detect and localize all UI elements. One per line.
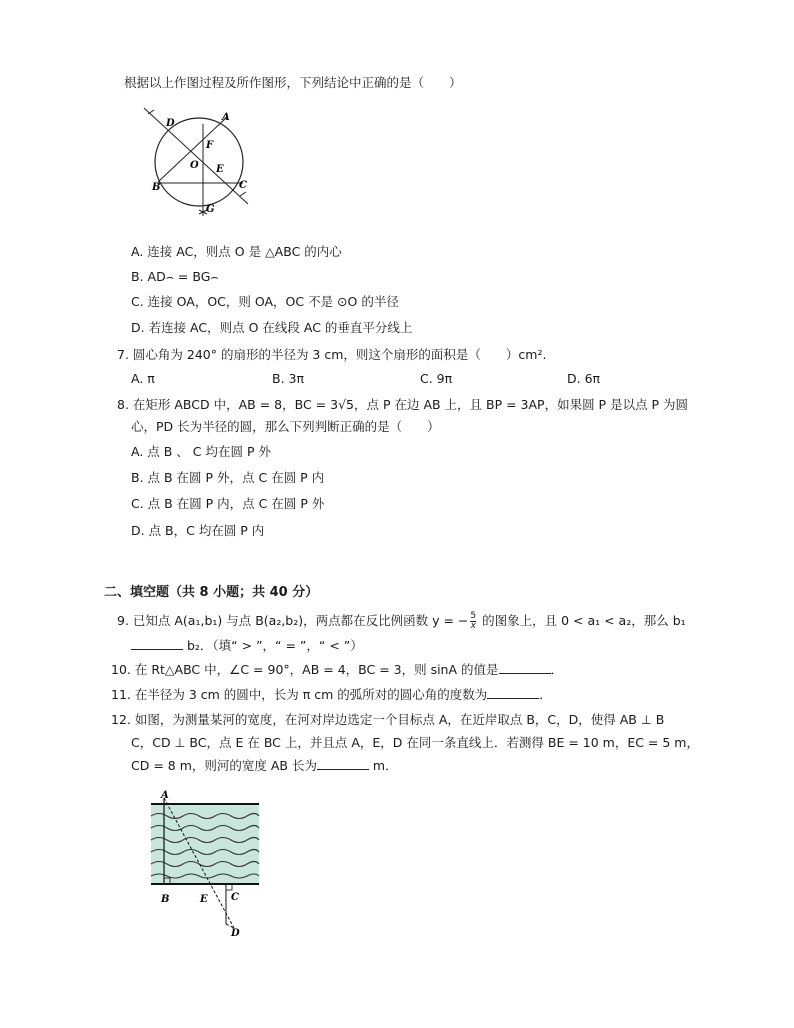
q10-end: ． — [550, 662, 564, 677]
q9-line1-a: 9. 已知点 A(a₁,b₁) 与点 B(a₂,b₂)，两点都在反比例函数 y = − — [117, 613, 469, 628]
q8-option-b: B. 点 B 在圆 P 外，点 C 在圆 P 内 — [131, 470, 325, 485]
q7-stem: 7. 圆心角为 240° 的扇形的半径为 3 cm，则这个扇形的面积是（ ）cm². — [117, 347, 547, 362]
q12-river-figure — [142, 790, 272, 940]
q11-text: 11. 在半径为 3 cm 的圆中，长为 π cm 的弧所对的圆心角的度数为 — [111, 687, 488, 702]
q8-option-d: D. 点 B，C 均在圆 P 内 — [131, 523, 265, 538]
q6-option-d: D. 若连接 AC，则点 O 在线段 AC 的垂直平分线上 — [131, 320, 413, 335]
q7-option-d: D. 6π — [567, 371, 601, 386]
q9-line1-b: 的图象上，且 0 < a₁ < a₂，那么 b₁ — [478, 613, 686, 628]
q6-label-O: O — [190, 160, 199, 171]
q9-frac-num: 5 — [470, 611, 477, 621]
q6-circle-figure — [140, 104, 260, 224]
q11-line — [111, 686, 552, 704]
q11-end: ． — [539, 687, 552, 702]
q12-label-A: A — [161, 790, 169, 801]
q12-line3-b: m． — [368, 758, 398, 773]
q8-option-a: A. 点 B 、 C 均在圆 P 外 — [131, 444, 271, 459]
q12-label-D: D — [231, 928, 240, 939]
q6-label-C: C — [239, 180, 247, 191]
q12-answer-blank[interactable] — [317, 757, 369, 770]
q7-option-a: A. π — [131, 371, 155, 386]
q6-option-a: A. 连接 AC，则点 O 是 △ABC 的内心 — [131, 244, 342, 259]
q10-line — [111, 661, 563, 679]
q9-line2-text: b₂．（填“ > ”，“ = ”，“ < ”） — [183, 638, 363, 653]
q12-line2: C，CD ⊥ BC，点 E 在 BC 上，并且点 A，E，D 在同一条直线上．若测得 BE = 10 m，EC = 5 m， — [131, 735, 699, 750]
q12-line3 — [131, 757, 398, 775]
q9-frac-den: x — [470, 621, 476, 631]
q9-line2 — [131, 637, 363, 655]
q6-label-E: E — [216, 164, 224, 175]
q6-label-A: A — [222, 112, 230, 123]
q12-line1: 12. 如图，为测量某河的宽度，在河对岸边选定一个目标点 A，在近岸取点 B，C，D，使得 AB ⊥ B — [111, 712, 665, 727]
q7-option-c: C. 9π — [420, 371, 453, 386]
q6-option-b: B. AD⌢ = BG⌢ — [131, 269, 219, 284]
q6-label-D: D — [166, 118, 175, 129]
q12-label-C: C — [231, 892, 239, 903]
q10-answer-blank[interactable] — [499, 661, 551, 674]
q12-label-E: E — [200, 894, 208, 905]
q6-stem: 根据以上作图过程及所作图形，下列结论中正确的是（ ） — [124, 75, 462, 90]
q6-label-G: G — [206, 204, 215, 215]
q10-text: 10. 在 Rt△ABC 中，∠C = 90°，AB = 4，BC = 3，则 sinA 的值是 — [111, 662, 499, 677]
q11-answer-blank[interactable] — [487, 686, 539, 699]
q9-answer-blank[interactable] — [131, 637, 183, 650]
q6-option-c: C. 连接 OA，OC，则 OA，OC 不是 ⊙O 的半径 — [131, 294, 399, 309]
q9-line1 — [117, 612, 686, 631]
section-title-fill-blank: 二、填空题（共 8 小题；共 40 分） — [104, 585, 319, 600]
q12-label-B: B — [161, 894, 170, 905]
q8-option-c: C. 点 B 在圆 P 内，点 C 在圆 P 外 — [131, 496, 325, 511]
q8-stem-line1: 8. 在矩形 ABCD 中，AB = 8，BC = 3√5，点 P 在边 AB 上，且 BP = 3AP，如果圆 P 是以点 P 为圆 — [117, 397, 689, 412]
q12-line3-a: CD = 8 m，则河的宽度 AB 长为 — [131, 758, 317, 773]
q9-fraction — [470, 612, 476, 631]
q6-label-B: B — [152, 182, 161, 193]
q6-label-F: F — [206, 140, 214, 151]
q7-option-b: B. 3π — [272, 371, 305, 386]
q8-stem-line2: 心，PD 长为半径的圆，那么下列判断正确的是（ ） — [131, 419, 440, 434]
